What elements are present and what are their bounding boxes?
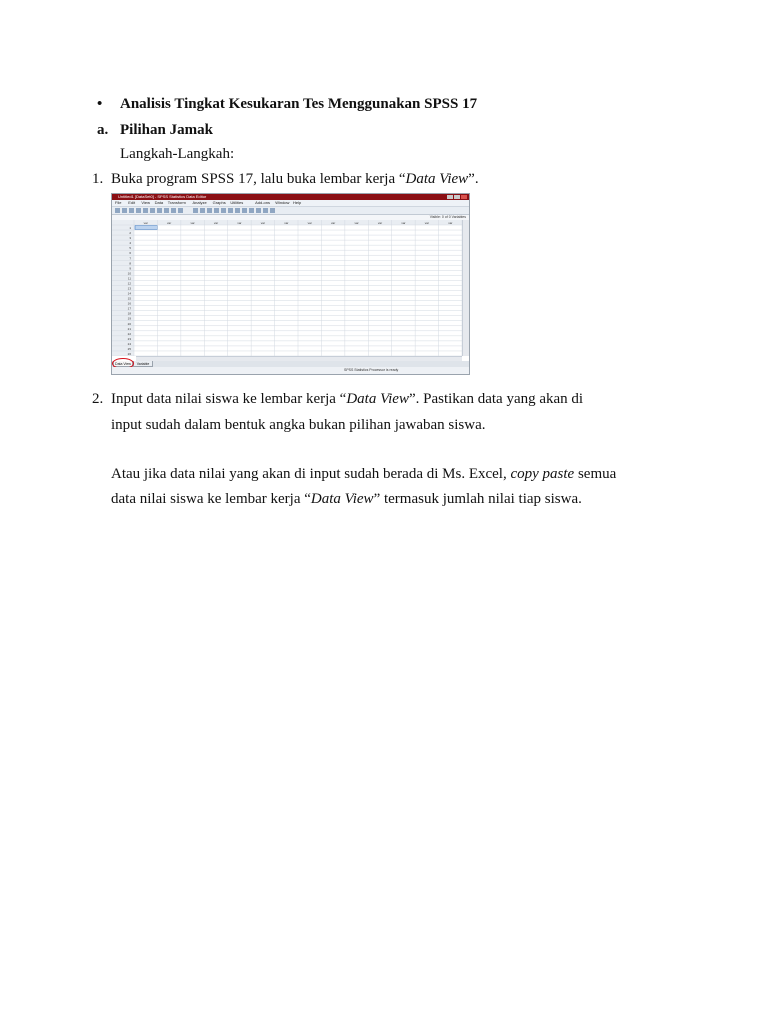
spss-menu-item: Add-ons <box>255 200 270 205</box>
spss-menu-item: Analyze <box>192 200 207 205</box>
toolbar-icon <box>129 208 134 213</box>
row-number: 7 <box>129 256 131 261</box>
vertical-scrollbar <box>462 220 469 356</box>
toolbar-icon <box>214 208 219 213</box>
row-number: 1 <box>129 226 131 231</box>
toolbar-icon <box>249 208 254 213</box>
column-header-label: var <box>190 221 195 225</box>
row-number: 9 <box>129 266 131 271</box>
column-header-label: var <box>143 221 148 225</box>
row-number: 14 <box>127 291 131 296</box>
step-2-line-2: input sudah dalam bentuk angka bukan pilihan jawaban siswa. <box>111 417 486 433</box>
minimize-icon <box>447 195 453 199</box>
data-view-term: Data View <box>405 171 469 187</box>
spss-status-bar <box>112 367 469 374</box>
spss-menu-bar <box>112 200 469 207</box>
toolbar-icon <box>164 208 169 213</box>
spss-window-title: Untitled1 [DataSet0] - SPSS Statistics Data Editor <box>118 194 207 199</box>
row-number: 24 <box>127 341 131 346</box>
column-header-label: var <box>167 221 172 225</box>
steps-intro: Langkah-Langkah: <box>120 146 235 162</box>
spss-menu-item: Help <box>293 200 302 205</box>
column-header-label: var <box>237 221 242 225</box>
row-number: 4 <box>129 241 131 246</box>
row-number: 2 <box>129 231 131 236</box>
row-number: 26 <box>127 352 131 356</box>
spss-menu-item: Edit <box>128 200 136 205</box>
row-number: 8 <box>129 261 131 266</box>
toolbar-icon <box>221 208 226 213</box>
step-2-number: 2. <box>92 391 104 407</box>
row-number: 19 <box>127 316 131 321</box>
step-2-paragraph-2-line-2: data nilai siswa ke lembar kerja “Data View” termasuk jumlah nilai tiap siswa. <box>111 491 582 507</box>
row-number: 23 <box>127 336 131 341</box>
toolbar-icon <box>150 208 155 213</box>
spss-menu-item: Data <box>154 200 164 205</box>
row-number: 11 <box>127 276 131 281</box>
spss-toolbar <box>112 207 469 215</box>
tab-data-view: Data View <box>113 361 133 367</box>
row-number: 21 <box>127 326 131 331</box>
row-number: 17 <box>127 306 131 311</box>
toolbar-icon <box>171 208 176 213</box>
spss-menu-item: Window <box>275 200 290 205</box>
row-number: 5 <box>129 246 131 251</box>
row-number: 15 <box>127 296 131 301</box>
step-1-number: 1. <box>92 171 104 187</box>
section-title: Pilihan Jamak <box>120 122 213 138</box>
spss-menu-item: View <box>141 200 150 205</box>
row-number: 3 <box>129 236 131 241</box>
selected-cell <box>135 226 157 230</box>
maximize-icon <box>454 195 460 199</box>
step-2-paragraph-2-line-1: Atau jika data nilai yang akan di input sudah berada di Ms. Excel, copy paste semua <box>111 466 617 482</box>
toolbar-icon <box>193 208 198 213</box>
toolbar-icon <box>207 208 212 213</box>
row-number: 12 <box>127 281 131 286</box>
column-header-label: var <box>448 221 453 225</box>
data-view-term: Data View <box>346 391 409 407</box>
spss-menu-item: Transform <box>167 200 186 205</box>
toolbar-icon <box>256 208 261 213</box>
close-icon <box>461 195 467 199</box>
spss-menu-item: Utilities <box>230 200 244 205</box>
toolbar-icon <box>270 208 275 213</box>
spss-menu-item: Graphs <box>212 200 226 205</box>
column-header-label: var <box>307 221 312 225</box>
tab-variable-view: Variable <box>133 361 153 367</box>
row-number: 22 <box>127 331 131 336</box>
column-header-label: var <box>401 221 406 225</box>
toolbar-icon <box>200 208 205 213</box>
row-number: 25 <box>127 346 131 351</box>
step-2-line-1: Input data nilai siswa ke lembar kerja “Data View”. Pastikan data yang akan di <box>111 391 584 407</box>
spss-screenshot <box>111 193 470 375</box>
toolbar-icon <box>143 208 148 213</box>
column-header-label: var <box>284 221 289 225</box>
row-number: 6 <box>129 251 131 256</box>
data-view-term: Data View <box>310 491 374 507</box>
column-header-label: var <box>424 221 429 225</box>
bullet-marker: • <box>97 96 103 112</box>
toolbar-icon <box>122 208 127 213</box>
toolbar-icon <box>136 208 141 213</box>
column-header-label: var <box>377 221 383 225</box>
toolbar-icon <box>228 208 233 213</box>
toolbar-icon <box>242 208 247 213</box>
row-number: 10 <box>127 271 131 276</box>
step-1-text: Buka program SPSS 17, lalu buka lembar kerja “Data View”. <box>111 171 479 187</box>
row-number: 13 <box>127 286 131 291</box>
toolbar-icon <box>178 208 183 213</box>
section-marker: a. <box>97 122 109 138</box>
copy-paste-term: copy paste <box>510 466 575 482</box>
column-header-label: var <box>331 221 336 225</box>
row-number: 20 <box>127 321 131 326</box>
status-text: SPSS Statistics Processor is ready <box>344 368 399 372</box>
column-header-label: var <box>213 221 219 225</box>
visible-variables-label: Visible: 0 of 0 Variables <box>429 215 466 219</box>
spss-data-grid <box>112 220 462 356</box>
toolbar-icon <box>263 208 268 213</box>
row-number: 18 <box>127 311 131 316</box>
document-heading: Analisis Tingkat Kesukaran Tes Menggunakan SPSS 17 <box>120 96 478 112</box>
toolbar-icon <box>115 208 120 213</box>
column-header-label: var <box>260 221 265 225</box>
column-header-label: var <box>354 221 359 225</box>
spss-menu-item: File <box>115 200 122 205</box>
toolbar-icon <box>157 208 162 213</box>
row-number: 16 <box>127 301 131 306</box>
toolbar-icon <box>235 208 240 213</box>
